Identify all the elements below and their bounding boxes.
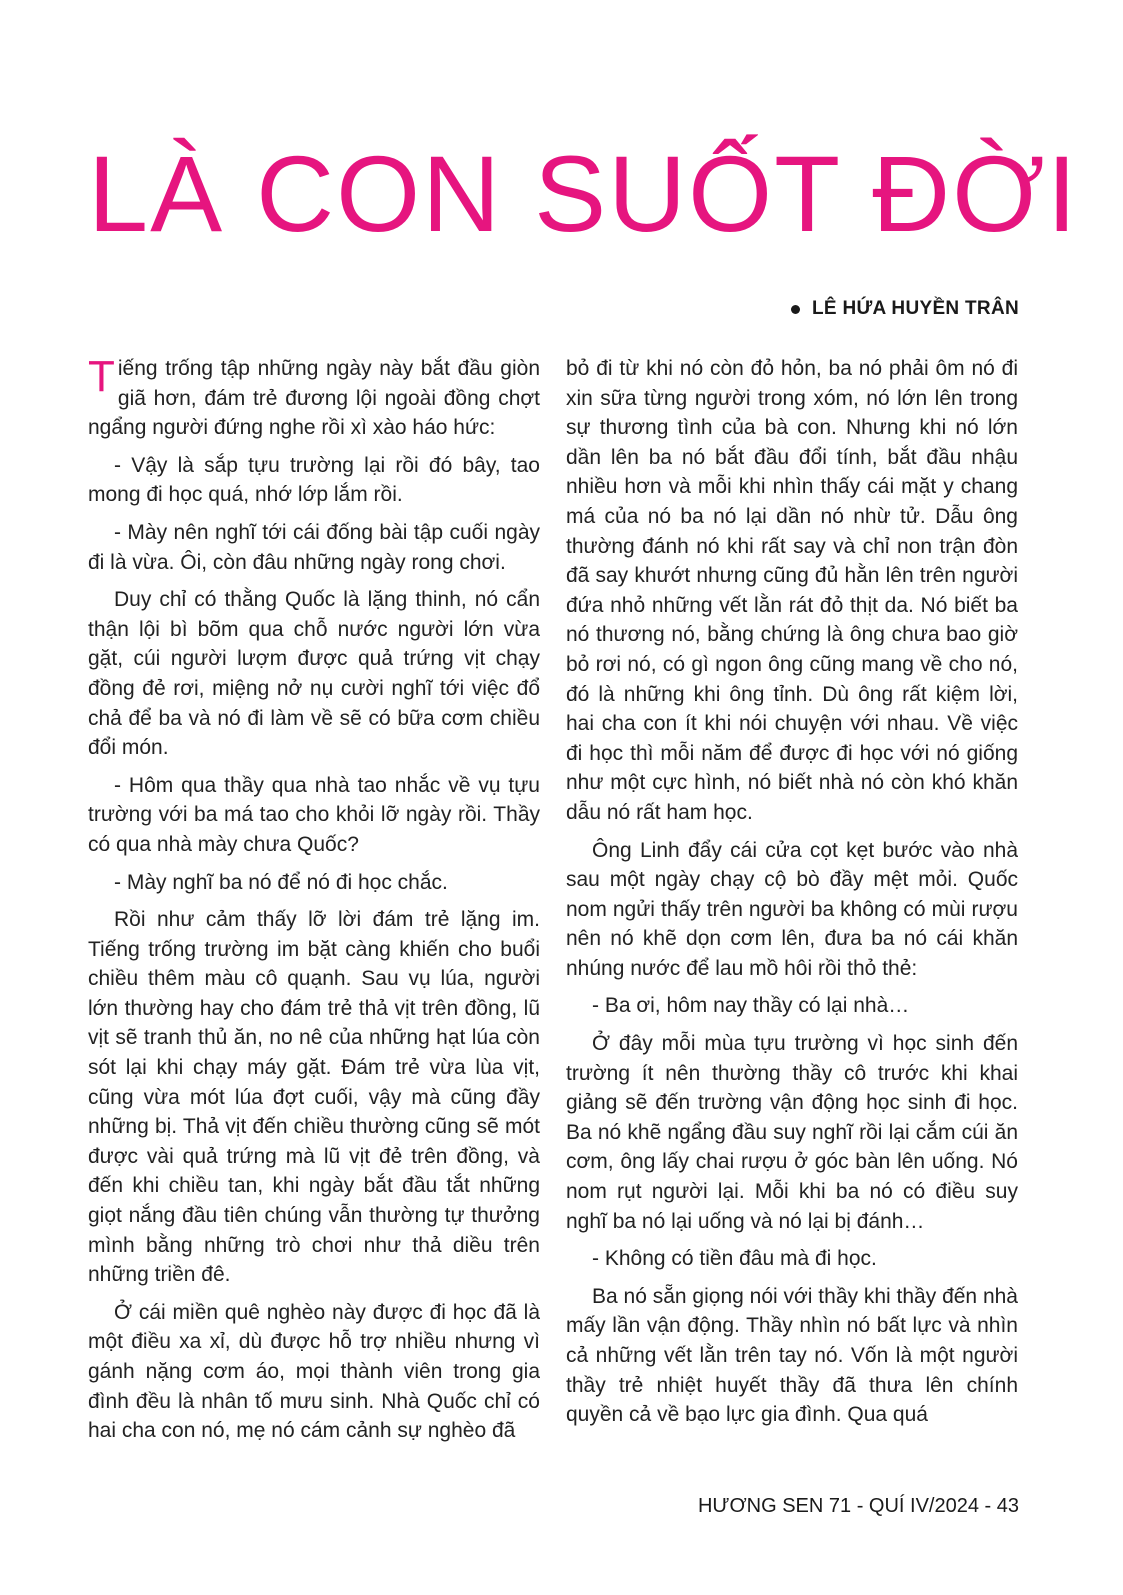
- paragraph: Ở cái miền quê nghèo này được đi học đã là một điều xa xỉ, dù được hỗ trợ nhiều nhưng vì gánh nặng cơm áo, mọi thành viên trong gia đình đều là nhân tố mưu sinh. Nhà Quốc chỉ có hai cha con nó, mẹ nó cám cảnh sự nghèo đã: [88, 1300, 540, 1443]
- bullet-icon: [791, 305, 800, 314]
- page-footer: HƯƠNG SEN 71 - QUÍ IV/2024 - 43: [697, 1495, 1019, 1517]
- paragraph: - Vậy là sắp tựu trường lại rồi đó bây, tao mong đi học quá, nhớ lớp lắm rồi.: [88, 453, 540, 507]
- article-title: LÀ CON SUỐT ĐỜI: [88, 133, 1079, 254]
- drop-cap: T: [88, 354, 115, 401]
- first-paragraph: [88, 354, 540, 443]
- paragraph: - Mày nên nghĩ tới cái đống bài tập cuối ngày đi là vừa. Ôi, còn đâu những ngày rong chơi.: [88, 520, 540, 574]
- paragraph: Ông Linh đẩy cái cửa cọt kẹt bước vào nhà sau một ngày chạy cộ bò đầy mệt mỏi. Quốc nom ngửi thấy trên người ba không có mùi rượu nên nó khẽ dọn cơm lên, đưa ba nó cái khăn nhúng nước để lau mồ hôi rồi thỏ thẻ:: [566, 838, 1018, 980]
- paragraph: - Hôm qua thầy qua nhà tao nhắc về vụ tựu trường với ba má tao cho khỏi lỡ ngày rồi. Thầy có qua nhà mày chưa Quốc?: [88, 773, 540, 856]
- author-byline: [791, 298, 1019, 320]
- paragraph: - Mày nghĩ ba nó để nó đi học chắc.: [114, 870, 448, 894]
- paragraph: Duy chỉ có thằng Quốc là lặng thinh, nó cẩn thận lội bì bõm qua chỗ nước người lớn vừa gặt, cúi người lượm được quả trứng vịt chạy đồng đẻ rơi, miệng nở nụ cười nghĩ tới việc đổ chả để ba và nó đi làm về sẽ có bữa cơm chiều đổi món.: [88, 588, 540, 760]
- left-column: [88, 354, 540, 1472]
- first-paragraph-text: iếng trống tập những ngày này bắt đầu giòn giã hơn, đám trẻ đương lội ngoài đồng chợt ngẩng người đứng nghe rồi xì xào háo hức:: [88, 357, 540, 440]
- author-name: LÊ HỨA HUYỀN TRÂN: [812, 298, 1019, 319]
- paragraph: Rồi như cảm thấy lỡ lời đám trẻ lặng im. Tiếng trống trường im bặt càng khiến cho buổi chiều thêm màu cô quạnh. Sau vụ lúa, người lớn thường hay cho đám trẻ thả vịt trên đồng, lũ vịt sẽ tranh thủ ăn, no nê của những hạt lúa còn sót lại khi chạy máy gặt. Đám trẻ vừa lùa vịt, cũng vừa mót lúa đợt cuối, vậy mà cũng đầy những bị. Thả vịt đến chiều thường cũng sẽ mót được vài quả trứng mà lũ vịt đẻ trên đồng, và đến khi chiều tan, khi ngày bắt đầu tắt những giọt nắng đầu tiên chúng vẫn thường tự thưởng mình bằng những trò chơi như thả diều trên những triền đê.: [88, 908, 540, 1287]
- paragraph: - Ba ơi, hôm nay thầy có lại nhà…: [592, 994, 910, 1018]
- right-column: [566, 354, 1018, 1472]
- paragraph: - Không có tiền đâu mà đi học.: [592, 1247, 877, 1271]
- paragraph: Ba nó sẵn giọng nói với thầy khi thầy đến nhà mấy lần vận động. Thầy nhìn nó bất lực và nhìn cả những vết lằn trên tay nó. Vốn là một người thầy trẻ nhiệt huyết thầy đã thưa lên chính quyền cả về bạo lực gia đình. Qua quá: [566, 1284, 1018, 1427]
- continuation-paragraph: bỏ đi từ khi nó còn đỏ hỏn, ba nó phải ôm nó đi xin sữa từng người trong xóm, nó lớn lên trong sự thương tình của bà con. Nhưng khi nó lớn dần lên ba nó bắt đầu đổi tính, bắt đầu nhậu nhiều hơn và mỗi khi nhìn thấy cái mặt y chang má của nó ba nó lại dần nó nhừ tử. Dẫu ông thường đánh nó khi rất say và chỉ non trận đòn đã say khướt nhưng cũng đủ hằn lên trên người đứa nhỏ những vết lằn rát đỏ thịt da. Nó biết ba nó thương nó, bằng chứng là ông chưa bao giờ bỏ rơi nó, có gì ngon ông cũng mang về cho nó, đó là những khi ông tỉnh. Dù ông rất kiệm lời, hai cha con ít khi nói chuyện với nhau. Về việc đi học thì mỗi năm để được đi học với nó giống như một cực hình, nó biết nhà nó còn khó khăn dẫu nó rất ham học.: [566, 357, 1018, 824]
- paragraph: Ở đây mỗi mùa tựu trường vì học sinh đến trường ít nên thường thầy cô trước khi khai giảng sẽ đến trường vận động học sinh đi học. Ba nó khẽ ngẩng đầu suy nghĩ rồi lại cắm cúi ăn cơm, ông lấy chai rượu ở góc bàn lên uống. Nó nom rụt người lại. Mỗi khi ba nó có điều suy nghĩ ba nó lại uống và nó lại bị đánh…: [566, 1032, 1018, 1233]
